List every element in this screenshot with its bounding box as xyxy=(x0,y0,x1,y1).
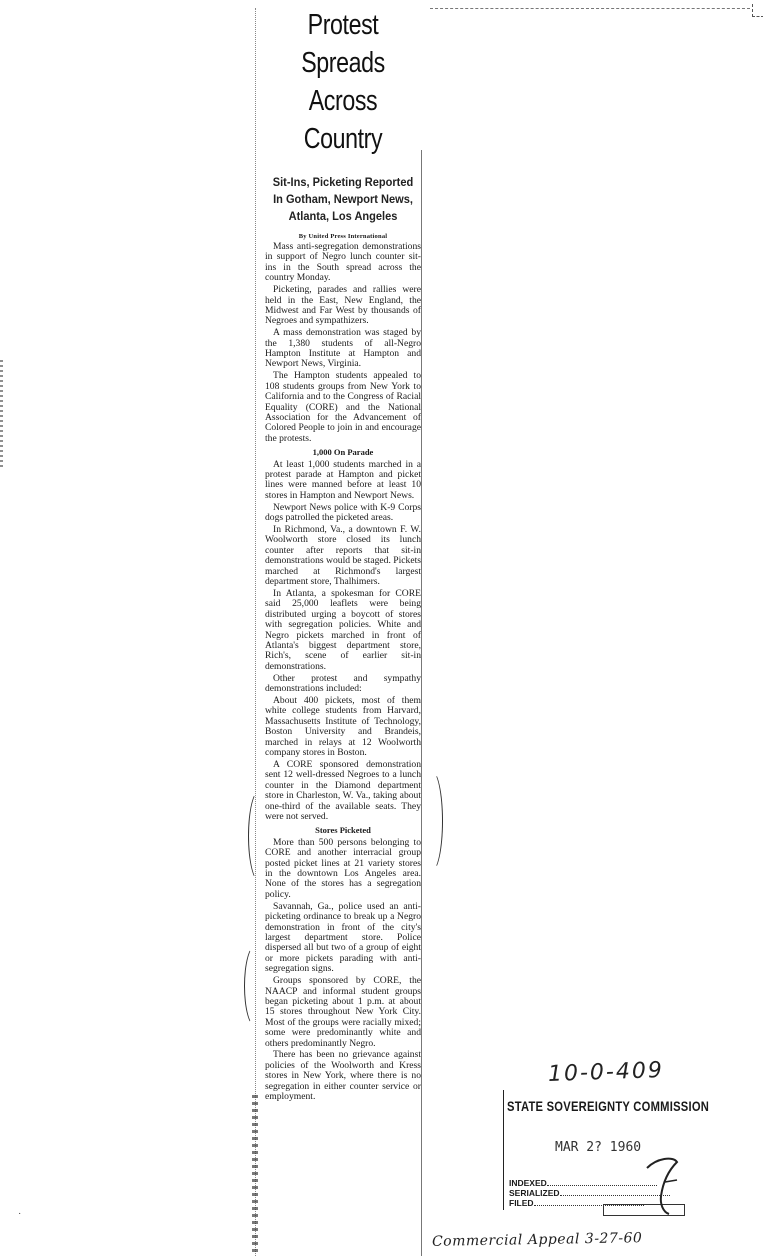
deck-line: Atlanta, Los Angeles xyxy=(288,209,398,223)
paragraph: Savannah, Ga., police used an anti-picketing ordinance to break up a Negro demonstration in front of the city's largest department store. Police dispersed all but two of a group of eight or more pickets parading with anti-segregation signs. xyxy=(265,900,421,975)
paragraph: The Hampton students appealed to 108 students groups from New York to California and to the Congress of Racial Equality (CORE) and the National Association for the Advancement of Colored People to join in and encourage the protests. xyxy=(265,370,421,444)
article-body xyxy=(265,242,421,1103)
paragraph: Picketing, parades and rallies were held in the East, New England, the Midwest and Far West by thousands of Negroes and sympathizers. xyxy=(265,284,421,327)
headline xyxy=(279,6,407,158)
deck-line: Sit-Ins, Picketing Reported xyxy=(272,175,414,189)
commission-stamp xyxy=(503,1090,710,1218)
subhead: Stores Picketed xyxy=(315,825,371,836)
stamp-field-label: INDEXED xyxy=(509,1178,547,1188)
paragraph: In Richmond, Va., a downtown F. W. Woolworth store closed its lunch counter after reports that sit-in demonstrations would be staged. Pickets marched at Richmond's largest department store, Thalhimers. xyxy=(265,524,421,588)
byline: By United Press International xyxy=(298,233,388,240)
paragraph: More than 500 persons belonging to CORE and another interracial group posted picket lines at 21 variety stores in the downtown Los Angeles area. None of the stores has a segregation policy. xyxy=(265,836,421,900)
stamp-field-label: FILED xyxy=(509,1198,534,1208)
paragraph: About 400 pickets, most of them white college students from Harvard, Massachusetts Institute of Technology, Boston University and Brandeis, marched in relays at 12 Woolworth company stores in Boston. xyxy=(265,695,421,759)
paragraph: A mass demonstration was staged by the 1,380 students of all-Negro Hampton Institute at Hampton and Newport News, Virginia. xyxy=(265,327,421,370)
paragraph: In Atlanta, a spokesman for CORE said 25,000 leaflets were being distributed urging a boycott of stores with segregation policies. White and Negro pickets marched in front of Atlanta's biggest department store, Rich's, scene of earlier sit-in demonstrations. xyxy=(265,588,421,672)
scan-edge-marks xyxy=(0,360,3,470)
headline-line: Protest Spreads xyxy=(301,9,385,79)
margin-bracket-right xyxy=(420,770,443,872)
scan-strip-marks xyxy=(252,1095,258,1255)
file-number: 10-0-409 xyxy=(547,1057,665,1088)
paragraph: Groups sponsored by CORE, the NAACP and informal student groups began picketing about 1 p.m. at about 15 stores throughout New York City. Most of the groups were racially mixed; some were predominantly white and others predominantly Negro. xyxy=(265,975,421,1049)
paragraph: Mass anti-segregation demonstrations in support of Negro lunch counter sit-ins in the South spread across the country Monday. xyxy=(265,241,421,284)
clipping-left-edge xyxy=(255,8,256,1256)
handwritten-check-mark xyxy=(643,1152,683,1218)
paragraph: Other protest and sympathy demonstrations included: xyxy=(265,672,421,695)
deck-line: In Gotham, Newport News, xyxy=(273,192,413,206)
stamp-date: MAR 2? 1960 xyxy=(555,1140,642,1155)
newspaper-clipping xyxy=(263,0,423,1104)
stamp-border xyxy=(503,1090,504,1210)
top-dashed-rule xyxy=(430,8,750,9)
subhead: 1,000 On Parade xyxy=(312,447,374,458)
deck xyxy=(269,174,416,225)
corner-mark xyxy=(752,4,763,17)
paragraph: Newport News police with K-9 Corps dogs patrolled the picketed areas. xyxy=(265,501,421,524)
headline-line: Across Country xyxy=(303,85,383,155)
paragraph: A CORE sponsored demonstration sent 12 well-dressed Negroes to a lunch counter in the Diamond department store in Charleston, W. Va., taking about one-third of the available seats. They were not served. xyxy=(265,759,421,823)
stamp-agency: STATE SOVEREIGNTY COMMISSION xyxy=(507,1098,710,1114)
paragraph: There has been no grievance against policies of the Woolworth and Kress stores in New York, where there is no segregation in either counter service or employment. xyxy=(265,1049,421,1103)
stray-mark: ˙ xyxy=(18,1212,22,1223)
stamp-field-label: SERIALIZED xyxy=(509,1188,560,1198)
paragraph: At least 1,000 students marched in a protest parade at Hampton and picket lines were manned before at least 10 stores in Hampton and Newport News. xyxy=(265,458,421,501)
handwritten-source-note: Commercial Appeal 3-27-60 xyxy=(431,1230,643,1250)
